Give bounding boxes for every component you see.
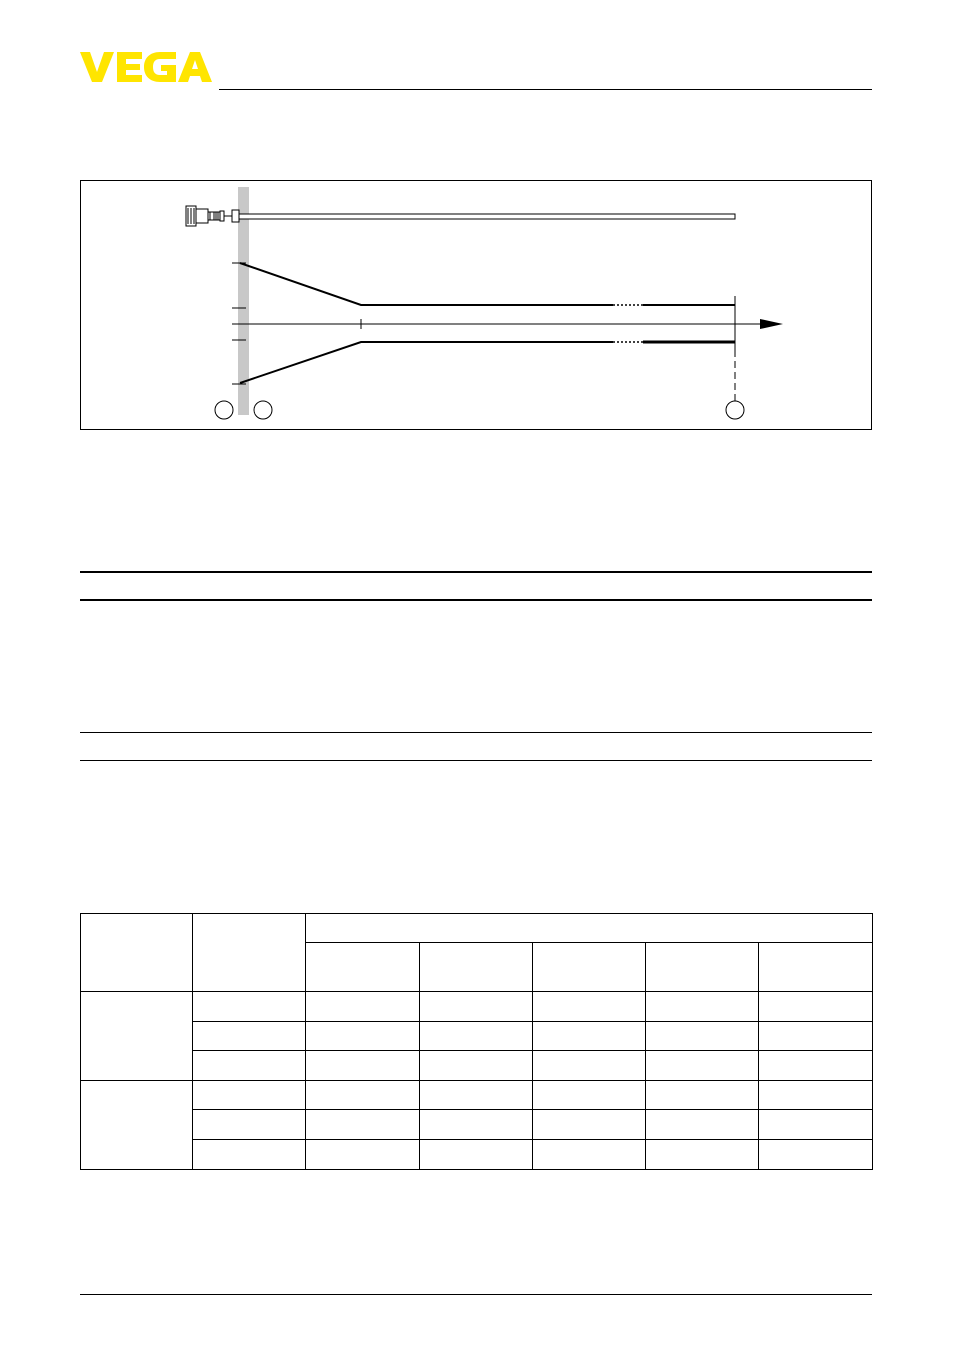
antenna-rod bbox=[239, 214, 735, 219]
header-group-cell bbox=[306, 914, 873, 943]
group-cell bbox=[81, 1081, 193, 1170]
table-cell bbox=[759, 1140, 873, 1170]
callout-3 bbox=[726, 401, 744, 419]
footer-rule bbox=[80, 1294, 872, 1295]
header-subcell bbox=[306, 943, 420, 992]
table-row bbox=[81, 1022, 873, 1051]
table-cell bbox=[759, 1110, 873, 1140]
table-cell bbox=[193, 992, 306, 1022]
table-cell bbox=[420, 1110, 533, 1140]
header-cell-2 bbox=[193, 914, 306, 992]
table-cell bbox=[193, 1051, 306, 1081]
callout-2 bbox=[254, 401, 272, 419]
header-rule bbox=[219, 89, 872, 90]
table-cell bbox=[420, 1022, 533, 1051]
axis-arrow bbox=[760, 319, 783, 329]
upper-envelope bbox=[240, 263, 735, 305]
table-cell bbox=[646, 1140, 759, 1170]
table-cell bbox=[759, 992, 873, 1022]
section-rule-1-bottom bbox=[80, 599, 872, 601]
table-cell bbox=[420, 1140, 533, 1170]
header-subcell bbox=[420, 943, 533, 992]
vega-logo bbox=[80, 50, 212, 84]
table-cell bbox=[306, 1051, 420, 1081]
header-cell-1 bbox=[81, 914, 193, 992]
table-cell bbox=[533, 1081, 646, 1110]
table-cell bbox=[420, 992, 533, 1022]
lower-envelope bbox=[240, 342, 735, 383]
table-row bbox=[81, 1110, 873, 1140]
data-table bbox=[80, 913, 872, 1169]
table-cell bbox=[759, 1081, 873, 1110]
table-cell bbox=[306, 1081, 420, 1110]
group-cell bbox=[81, 992, 193, 1081]
table-row bbox=[81, 1051, 873, 1081]
table-cell bbox=[533, 1051, 646, 1081]
table-cell bbox=[646, 992, 759, 1022]
table-cell bbox=[533, 1022, 646, 1051]
table-cell bbox=[533, 992, 646, 1022]
callout-1 bbox=[215, 401, 233, 419]
table-cell bbox=[646, 1022, 759, 1051]
table-cell bbox=[420, 1051, 533, 1081]
beam-spread-diagram bbox=[80, 180, 872, 430]
table-cell bbox=[306, 1110, 420, 1140]
table-row bbox=[81, 1081, 873, 1110]
section-rule-1-top bbox=[80, 571, 872, 573]
header-subcell bbox=[646, 943, 759, 992]
table-cell bbox=[646, 1081, 759, 1110]
table-cell bbox=[193, 1140, 306, 1170]
table-cell bbox=[306, 1022, 420, 1051]
header-subcell bbox=[533, 943, 646, 992]
callout-circles bbox=[215, 401, 744, 419]
table-cell bbox=[193, 1081, 306, 1110]
table-cell bbox=[759, 1051, 873, 1081]
table-cell bbox=[306, 1140, 420, 1170]
table-cell bbox=[646, 1051, 759, 1081]
table-cell bbox=[420, 1081, 533, 1110]
section-rule-2-top bbox=[80, 732, 872, 733]
table-cell bbox=[193, 1110, 306, 1140]
sensor-icon bbox=[186, 206, 239, 226]
table-cell bbox=[759, 1022, 873, 1051]
table-cell bbox=[646, 1110, 759, 1140]
header-subcell bbox=[759, 943, 873, 992]
table-cell bbox=[533, 1110, 646, 1140]
table-row bbox=[81, 1140, 873, 1170]
table-cell bbox=[533, 1140, 646, 1170]
section-rule-2-bottom bbox=[80, 760, 872, 761]
table-row bbox=[81, 992, 873, 1022]
table-cell bbox=[306, 992, 420, 1022]
table-cell bbox=[193, 1022, 306, 1051]
